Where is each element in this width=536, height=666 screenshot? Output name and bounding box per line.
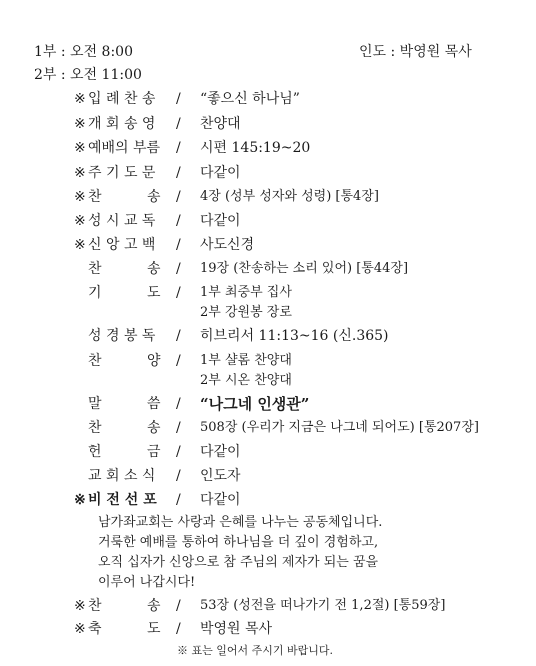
order-row-prayer — [0, 286, 536, 326]
item-name: 성 경 봉 독 — [88, 328, 156, 344]
worship-leader: 인도 : 박영원 목사 — [359, 44, 472, 60]
order-row-opening-doxology — [0, 117, 536, 135]
item-content: “좋으신 하나님” — [200, 91, 300, 107]
item-name-first: 찬 — [88, 261, 102, 277]
item-name: 비 전 선 포 — [88, 492, 157, 508]
item-content: 사도신경 — [200, 237, 255, 253]
item-content: 1부 최중부 집사 — [200, 285, 292, 300]
separator: / — [176, 621, 181, 637]
standing-mark: ※ — [74, 237, 86, 253]
vision-line: 오직 십자가 신앙으로 참 주님의 제자가 되는 꿈을 — [98, 555, 379, 570]
item-content: 다같이 — [200, 444, 241, 460]
separator: / — [176, 91, 181, 107]
standing-mark: ※ — [74, 492, 86, 508]
order-row-vision — [0, 493, 536, 511]
item-content: 4장 (성부 성자와 성령) [통4장] — [200, 189, 379, 204]
item-name-first: 기 — [88, 285, 102, 301]
order-row-call-to-worship — [0, 141, 536, 159]
item-content: 인도자 — [200, 468, 241, 484]
item-name-last: 도 — [147, 621, 161, 637]
service-first-time: 1부 : 오전 8:00 — [34, 44, 133, 60]
item-content: 시편 145:19~20 — [200, 140, 311, 156]
separator: / — [176, 468, 181, 484]
order-row-responsive-reading — [0, 214, 536, 232]
item-name-last: 송 — [147, 261, 161, 277]
standing-footnote: ※ 표는 일어서 주시기 바랍니다. — [177, 644, 333, 657]
separator: / — [176, 237, 181, 253]
item-content: 다같이 — [200, 213, 241, 229]
item-content: 찬양대 — [200, 116, 241, 132]
item-content: 다같이 — [200, 165, 241, 181]
order-row-creed — [0, 238, 536, 256]
order-row-lords-prayer — [0, 166, 536, 184]
separator: / — [176, 261, 181, 277]
separator: / — [176, 492, 181, 508]
standing-mark: ※ — [74, 165, 86, 181]
item-name-first: 헌 — [88, 444, 102, 460]
sermon-title: “나그네 인생관” — [200, 395, 310, 413]
item-content: 508장 (우리가 지금은 나그네 되어도) [통207장] — [200, 420, 479, 435]
standing-mark: ※ — [74, 213, 86, 229]
item-name-last: 송 — [147, 420, 161, 436]
item-content-line2: 2부 시온 찬양대 — [200, 373, 292, 388]
separator: / — [176, 328, 181, 344]
standing-mark: ※ — [74, 598, 86, 614]
item-content: 박영원 목사 — [200, 621, 273, 637]
item-name-first: 찬 — [88, 420, 102, 436]
order-row-entrance-hymn — [0, 92, 536, 110]
separator: / — [176, 598, 181, 614]
order-row-benediction — [0, 622, 536, 640]
item-name-first: 말 — [88, 396, 102, 412]
separator: / — [176, 285, 181, 301]
item-name-last: 씀 — [147, 396, 161, 412]
order-row-hymn-3 — [0, 421, 536, 439]
item-name: 교 회 소 식 — [88, 468, 156, 484]
separator: / — [176, 444, 181, 460]
standing-mark: ※ — [74, 189, 86, 205]
separator: / — [176, 213, 181, 229]
item-name: 신 앙 고 백 — [88, 237, 156, 253]
item-name: 주 기 도 문 — [88, 165, 156, 181]
separator: / — [176, 140, 181, 156]
item-name-first: 찬 — [88, 598, 102, 614]
order-row-scripture-reading — [0, 329, 536, 347]
item-name-first: 찬 — [88, 189, 102, 205]
item-name: 입 례 찬 송 — [88, 91, 156, 107]
order-row-sermon — [0, 397, 536, 415]
item-name-last: 도 — [147, 285, 161, 301]
standing-mark: ※ — [74, 140, 86, 156]
item-name: 예배의 부름 — [88, 140, 161, 156]
separator: / — [176, 420, 181, 436]
standing-mark: ※ — [74, 621, 86, 637]
item-content: 1부 샬롬 찬양대 — [200, 353, 292, 368]
order-row-announcements — [0, 469, 536, 487]
separator: / — [176, 353, 181, 369]
standing-mark: ※ — [74, 91, 86, 107]
separator: / — [176, 116, 181, 132]
standing-mark: ※ — [74, 116, 86, 132]
item-name-last: 금 — [147, 444, 161, 460]
item-name-last: 양 — [147, 353, 161, 369]
vision-line: 남가좌교회는 사랑과 은혜를 나누는 공동체입니다. — [98, 515, 383, 530]
item-content-line2: 2부 강원봉 장로 — [200, 305, 292, 320]
vision-line: 거룩한 예배를 통하여 하나님을 더 깊이 경험하고, — [98, 535, 379, 550]
separator: / — [176, 189, 181, 205]
item-name: 성 시 교 독 — [88, 213, 156, 229]
separator: / — [176, 396, 181, 412]
order-row-hymn-1 — [0, 190, 536, 208]
order-row-closing-hymn — [0, 599, 536, 617]
item-content: 53장 (성전을 떠나가기 전 1,2절) [통59장] — [200, 598, 446, 613]
order-row-choir — [0, 354, 536, 394]
service-second-time: 2부 : 오전 11:00 — [34, 67, 142, 83]
item-name-first: 찬 — [88, 353, 102, 369]
item-content: 히브리서 11:13~16 (신.365) — [200, 328, 389, 344]
item-name-last: 송 — [147, 189, 161, 205]
vision-line: 이루어 나갑시다! — [98, 575, 196, 590]
item-name-last: 송 — [147, 598, 161, 614]
order-row-hymn-2 — [0, 262, 536, 280]
item-name: 개 회 송 영 — [88, 116, 156, 132]
item-content: 다같이 — [200, 492, 241, 508]
item-content: 19장 (찬송하는 소리 있어) [통44장] — [200, 261, 409, 276]
item-name-first: 축 — [88, 621, 102, 637]
separator: / — [176, 165, 181, 181]
order-row-offering — [0, 445, 536, 463]
